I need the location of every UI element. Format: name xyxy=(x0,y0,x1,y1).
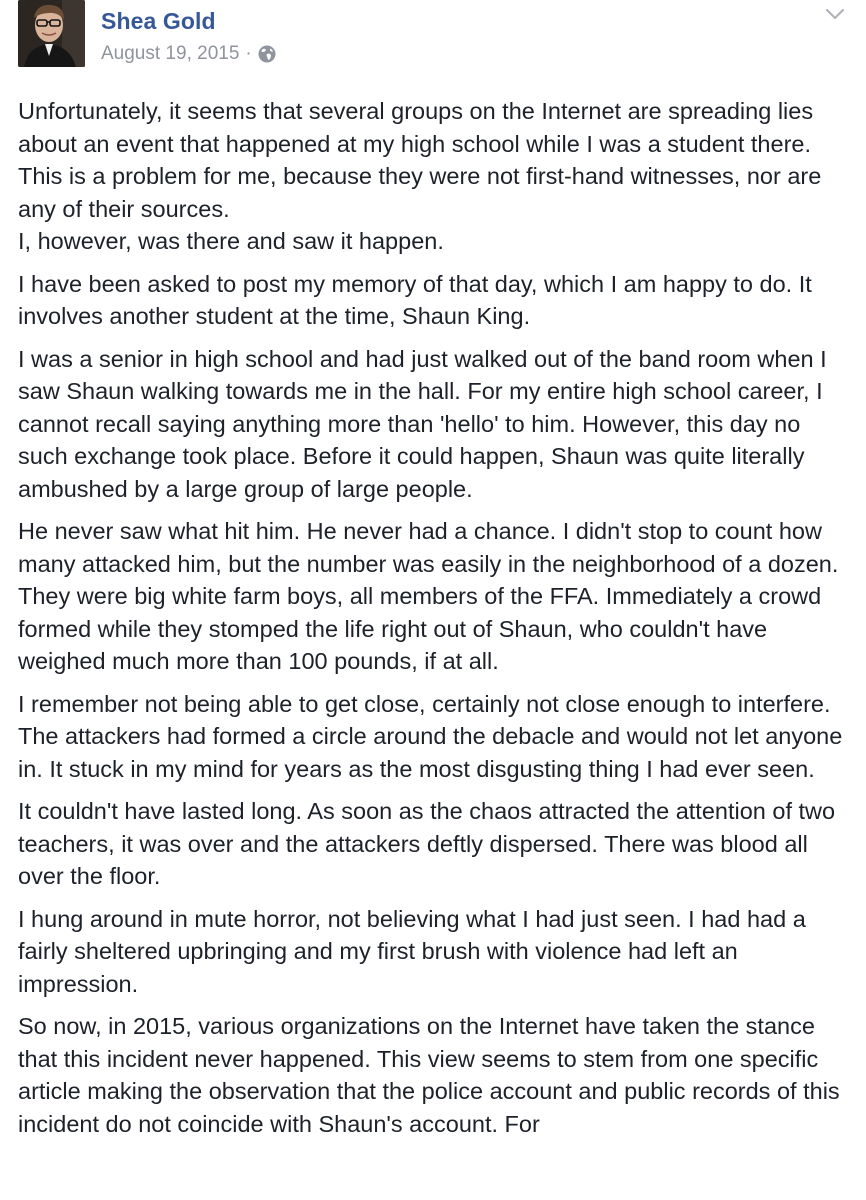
author-name[interactable]: Shea Gold xyxy=(101,8,216,34)
paragraph-line: Unfortunately, it seems that several groups on the Internet are spreading lies about an event that happened at my high school while I was a student there. This is a problem for me, because they were not first-hand witnesses, nor are any of their sources. xyxy=(18,98,822,222)
post-paragraph: It couldn't have lasted long. As soon as the chaos attracted the attention of two teachers, it was over and the attackers deftly dispersed. There was blood all over the floor. xyxy=(18,798,836,889)
post-date[interactable]: August 19, 2015 xyxy=(101,43,240,64)
chevron-down-icon[interactable] xyxy=(824,6,846,22)
post-paragraph: I have been asked to post my memory of that day, which I am happy to do. It involves another student at the time, Shaun King. xyxy=(18,270,812,329)
post-paragraph: I hung around in mute horror, not believing what I had just seen. I had had a fairly sheltered upbringing and my first brush with violence had left an impression. xyxy=(18,905,806,997)
meta-separator: · xyxy=(245,43,252,64)
globe-icon[interactable] xyxy=(258,45,276,63)
post-paragraph: I was a senior in high school and had just walked out of the band room when I saw Shaun walking towards me in the hall. For my entire high school career, I cannot recall saying anything more than 'hello' to him. However, this day no such exchange took place. Before it could happen, Shaun was quite literally ambushed by a large group of large people. xyxy=(18,345,827,502)
post-paragraph: I remember not being able to get close, certainly not close enough to interfere. The attackers had formed a circle around the debacle and would not let anyone in. It stuck in my mind for years as the most disgusting thing I had ever seen. xyxy=(18,690,843,782)
post-paragraph xyxy=(18,95,853,258)
post-paragraph: So now, in 2015, various organizations on the Internet have taken the stance that this incident never happened. This view seems to stem from one specific article making the observation that the police account and public records of this incident do not coincide with Shaun's account. For xyxy=(18,1013,840,1137)
post-meta xyxy=(101,43,276,65)
post-header xyxy=(18,0,848,80)
avatar[interactable] xyxy=(18,0,85,67)
post-paragraph: He never saw what hit him. He never had a chance. I didn't stop to count how many attacked him, but the number was easily in the neighborhood of a dozen. They were big white farm boys, all members of the FFA. Immediately a crowd formed while they stomped the life right out of Shaun, who couldn't have weighed much more than 100 pounds, if at all. xyxy=(18,518,839,674)
avatar-photo xyxy=(18,0,85,67)
post-body xyxy=(18,95,853,1150)
paragraph-line: I, however, was there and saw it happen. xyxy=(18,228,444,254)
